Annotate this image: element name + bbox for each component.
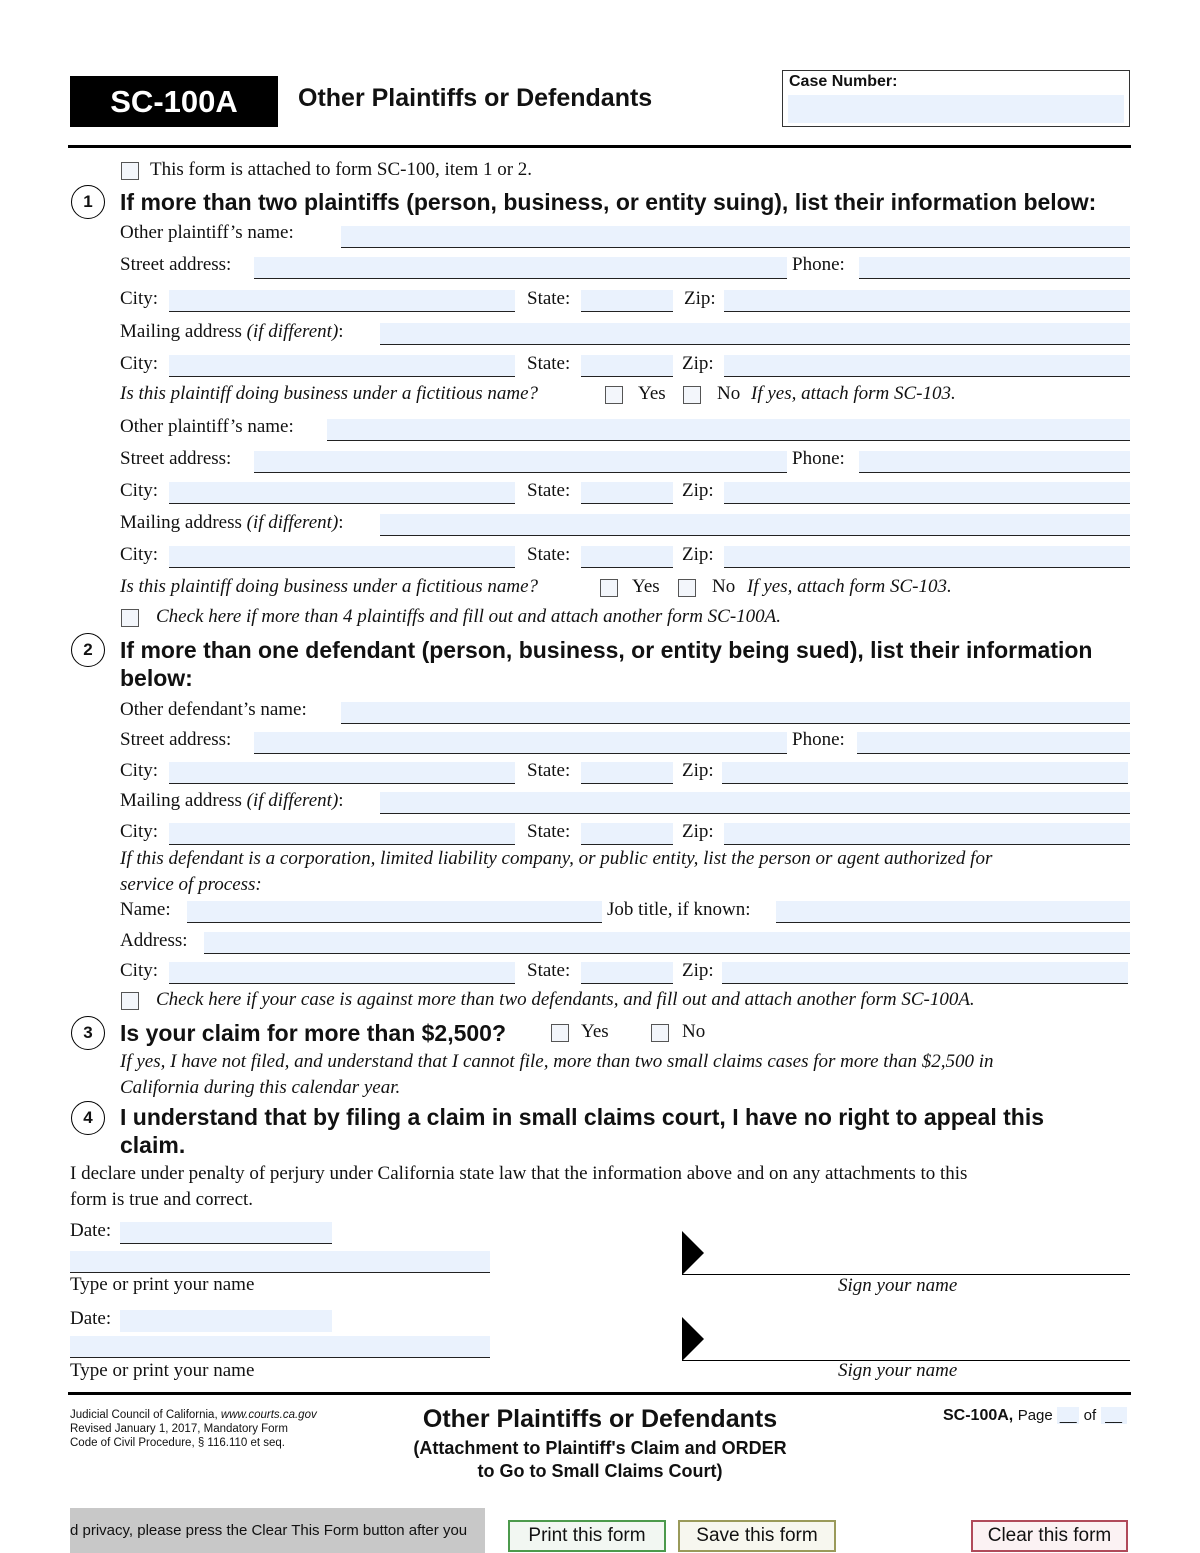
agent-city-label: City: <box>120 960 159 981</box>
agent-zip-field[interactable] <box>722 962 1128 984</box>
plaintiff-b-mail-state-field[interactable] <box>581 546 673 568</box>
defendant-mailing-field[interactable] <box>380 792 1130 814</box>
footer-council: Judicial Council of California, www.courts.ca.gov <box>70 1409 317 1421</box>
plaintiff-a-name-field[interactable] <box>341 226 1130 248</box>
footer-code: Code of Civil Procedure, § 116.110 et seq. <box>70 1437 286 1449</box>
plaintiff-b-fictitious-yes-label: Yes <box>632 576 660 597</box>
signature-1-name-field[interactable] <box>70 1251 490 1273</box>
defendant-zip-label: Zip: <box>682 760 714 781</box>
plaintiff-b-mail-city-label: City: <box>120 544 159 565</box>
plaintiff-b-mail-zip-label: Zip: <box>682 544 714 565</box>
plaintiff-a-city-label: City: <box>120 288 159 309</box>
plaintiff-b-fictitious-question: Is this plaintiff doing business under a fictitious name? <box>120 576 538 597</box>
plaintiff-a-fictitious-question: Is this plaintiff doing business under a fictitious name? <box>120 383 538 404</box>
plaintiff-a-mail-zip-field[interactable] <box>724 355 1130 377</box>
section-3-number: 3 <box>71 1016 105 1050</box>
signature-2-arrow-icon <box>682 1317 704 1361</box>
clear-form-button[interactable]: Clear this form <box>971 1520 1128 1552</box>
defendant-city-field[interactable] <box>169 762 515 784</box>
section-1-heading: If more than two plaintiffs (person, business, or entity suing), list their information below: <box>120 189 1097 215</box>
signature-1-type-name-label: Type or print your name <box>70 1274 255 1295</box>
plaintiff-b-fictitious-yes-checkbox[interactable] <box>600 579 618 597</box>
plaintiff-a-fictitious-yes-label: Yes <box>638 383 666 404</box>
plaintiff-b-phone-field[interactable] <box>859 451 1130 473</box>
header-divider <box>68 145 1131 148</box>
plaintiff-a-state-label: State: <box>527 288 571 309</box>
plaintiff-b-phone-label: Phone: <box>792 448 845 469</box>
case-number-input[interactable] <box>788 95 1124 123</box>
signature-1-arrow-icon <box>682 1231 704 1275</box>
case-number-box <box>782 70 1130 127</box>
plaintiff-a-phone-field[interactable] <box>859 257 1130 279</box>
claim-over-2500-no-label: No <box>682 1021 706 1042</box>
plaintiff-b-name-field[interactable] <box>327 419 1130 441</box>
claim-over-2500-yes-checkbox[interactable] <box>551 1024 569 1042</box>
footer-divider <box>68 1392 1131 1395</box>
plaintiff-b-zip-field[interactable] <box>724 482 1130 504</box>
plaintiff-a-mailing-field[interactable] <box>380 323 1130 345</box>
plaintiff-a-mailing-label: Mailing address (if different): <box>120 321 344 342</box>
footer-page-label: Page <box>1017 1407 1053 1424</box>
defendant-street-label: Street address: <box>120 729 232 750</box>
defendant-mail-zip-field[interactable] <box>724 823 1130 845</box>
more-defendants-checkbox[interactable] <box>121 992 139 1010</box>
plaintiff-b-mail-state-label: State: <box>527 544 571 565</box>
attached-checkbox[interactable] <box>121 162 139 180</box>
plaintiff-a-city-field[interactable] <box>169 290 515 312</box>
section-3-note-line2: California during this calendar year. <box>120 1077 401 1098</box>
form-id-badge: SC-100A <box>70 76 278 127</box>
plaintiff-a-attach-103-note: If yes, attach form SC-103. <box>751 383 956 404</box>
defendant-mail-state-label: State: <box>527 821 571 842</box>
plaintiff-b-name-label: Other plaintiff’s name: <box>120 416 294 437</box>
section-2-heading-line1: If more than one defendant (person, business, or entity being sued), list their information <box>120 637 1093 663</box>
footer-subtitle-line2: to Go to Small Claims Court) <box>477 1461 723 1481</box>
plaintiff-a-street-label: Street address: <box>120 254 232 275</box>
plaintiff-b-state-label: State: <box>527 480 571 501</box>
footer-subtitle-line1: (Attachment to Plaintiff's Claim and ORDER <box>413 1438 787 1458</box>
agent-address-label: Address: <box>120 930 188 951</box>
defendant-state-label: State: <box>527 760 571 781</box>
corp-agent-note-line1: If this defendant is a corporation, limited liability company, or public entity, list the person or agent authorized for <box>120 848 993 869</box>
agent-job-title-label: Job title, if known: <box>607 899 751 920</box>
plaintiff-b-mailing-label: Mailing address (if different): <box>120 512 344 533</box>
signature-1-date-label: Date: <box>70 1220 112 1241</box>
section-4-heading-line2: claim. <box>120 1132 186 1158</box>
agent-state-label: State: <box>527 960 571 981</box>
plaintiff-a-fictitious-no-label: No <box>717 383 741 404</box>
corp-agent-note-line2: service of process: <box>120 874 262 895</box>
plaintiff-b-city-field[interactable] <box>169 482 515 504</box>
claim-over-2500-yes-label: Yes <box>581 1021 609 1042</box>
signature-2-name-field[interactable] <box>70 1336 490 1358</box>
privacy-notice: d privacy, please press the Clear This Form button after you <box>70 1508 485 1553</box>
defendant-name-field[interactable] <box>341 702 1130 724</box>
signature-2-date-field[interactable] <box>120 1310 332 1332</box>
plaintiff-a-zip-label: Zip: <box>684 288 716 309</box>
plaintiff-b-mail-zip-field[interactable] <box>724 546 1130 568</box>
plaintiff-b-fictitious-no-checkbox[interactable] <box>678 579 696 597</box>
section-1-number: 1 <box>71 185 105 219</box>
signature-2-type-name-label: Type or print your name <box>70 1360 255 1381</box>
defendant-phone-label: Phone: <box>792 729 845 750</box>
defendant-mail-city-label: City: <box>120 821 159 842</box>
section-3-heading: Is your claim for more than $2,500? <box>120 1020 507 1046</box>
plaintiff-b-state-field[interactable] <box>581 482 673 504</box>
plaintiff-a-street-field[interactable] <box>254 257 787 279</box>
agent-name-field[interactable] <box>187 901 602 923</box>
plaintiff-b-mail-city-field[interactable] <box>169 546 515 568</box>
signature-1-date-field[interactable] <box>120 1222 332 1244</box>
agent-name-label: Name: <box>120 899 171 920</box>
defendant-zip-field[interactable] <box>722 762 1128 784</box>
section-2-number: 2 <box>71 633 105 667</box>
section-2-heading-line2: below: <box>120 665 193 691</box>
plaintiff-b-attach-103-note: If yes, attach form SC-103. <box>747 576 952 597</box>
defendant-name-label: Other defendant’s name: <box>120 699 307 720</box>
footer-of-label: of <box>1083 1407 1097 1424</box>
plaintiff-b-street-label: Street address: <box>120 448 232 469</box>
section-3-note-line1: If yes, I have not filed, and understand that I cannot file, more than two small claims cases for more than $2,500 in <box>120 1051 994 1072</box>
plaintiff-a-phone-label: Phone: <box>792 254 845 275</box>
defendant-phone-field[interactable] <box>857 732 1130 754</box>
defendant-state-field[interactable] <box>581 762 673 784</box>
agent-state-field[interactable] <box>581 962 673 984</box>
agent-city-field[interactable] <box>169 962 515 984</box>
plaintiff-a-mail-zip-label: Zip: <box>682 353 714 374</box>
footer-title: Other Plaintiffs or Defendants <box>422 1405 778 1433</box>
plaintiff-b-fictitious-no-label: No <box>712 576 736 597</box>
case-number-label: Case Number: <box>789 73 898 90</box>
plaintiff-a-name-label: Other plaintiff’s name: <box>120 222 294 243</box>
signature-2-date-label: Date: <box>70 1308 112 1329</box>
defendant-mail-city-field[interactable] <box>169 823 515 845</box>
footer-page-field[interactable]: __ <box>1057 1407 1079 1424</box>
defendant-mail-zip-label: Zip: <box>682 821 714 842</box>
plaintiff-a-state-field[interactable] <box>581 290 673 312</box>
footer-revised: Revised January 1, 2017, Mandatory Form <box>70 1423 288 1435</box>
plaintiff-a-mail-state-field[interactable] <box>581 355 673 377</box>
plaintiff-b-zip-label: Zip: <box>682 480 714 501</box>
plaintiff-a-fictitious-yes-checkbox[interactable] <box>605 386 623 404</box>
agent-address-field[interactable] <box>204 932 1130 954</box>
plaintiff-b-street-field[interactable] <box>254 451 787 473</box>
print-form-button[interactable]: Print this form <box>508 1520 666 1552</box>
defendant-street-field[interactable] <box>254 732 787 754</box>
more-plaintiffs-text: Check here if more than 4 plaintiffs and fill out and attach another form SC-100A. <box>156 606 782 627</box>
plaintiff-a-fictitious-no-checkbox[interactable] <box>683 386 701 404</box>
footer-page-info <box>943 1407 1127 1425</box>
attached-text: This form is attached to form SC-100, item 1 or 2. <box>150 159 533 180</box>
declaration-line2: form is true and correct. <box>70 1189 254 1210</box>
plaintiff-a-zip-field[interactable] <box>724 290 1130 312</box>
plaintiff-a-mail-state-label: State: <box>527 353 571 374</box>
defendant-city-label: City: <box>120 760 159 781</box>
save-form-button[interactable]: Save this form <box>678 1520 836 1552</box>
defendant-mail-state-field[interactable] <box>581 823 673 845</box>
plaintiff-a-mail-city-label: City: <box>120 353 159 374</box>
form-title: Other Plaintiffs or Defendants <box>298 84 653 112</box>
defendant-mailing-label: Mailing address (if different): <box>120 790 344 811</box>
declaration-line1: I declare under penalty of perjury under California state law that the information above and on any attachments to this <box>70 1163 968 1184</box>
plaintiff-b-mailing-field[interactable] <box>380 514 1130 536</box>
signature-1-sign-label: Sign your name <box>838 1275 958 1296</box>
section-4-heading-line1: I understand that by filing a claim in small claims court, I have no right to appeal this <box>120 1104 1045 1130</box>
signature-2-sign-label: Sign your name <box>838 1360 958 1381</box>
plaintiff-a-mail-city-field[interactable] <box>169 355 515 377</box>
more-defendants-text: Check here if your case is against more than two defendants, and fill out and attach another form SC-100A. <box>156 989 975 1010</box>
claim-over-2500-no-checkbox[interactable] <box>651 1024 669 1042</box>
plaintiff-b-city-label: City: <box>120 480 159 501</box>
section-4-number: 4 <box>71 1101 105 1135</box>
footer-form-ref: SC-100A, <box>943 1407 1014 1424</box>
footer-of-field[interactable]: __ <box>1101 1407 1127 1424</box>
agent-job-title-field[interactable] <box>776 901 1130 923</box>
agent-zip-label: Zip: <box>682 960 714 981</box>
more-plaintiffs-checkbox[interactable] <box>121 609 139 627</box>
